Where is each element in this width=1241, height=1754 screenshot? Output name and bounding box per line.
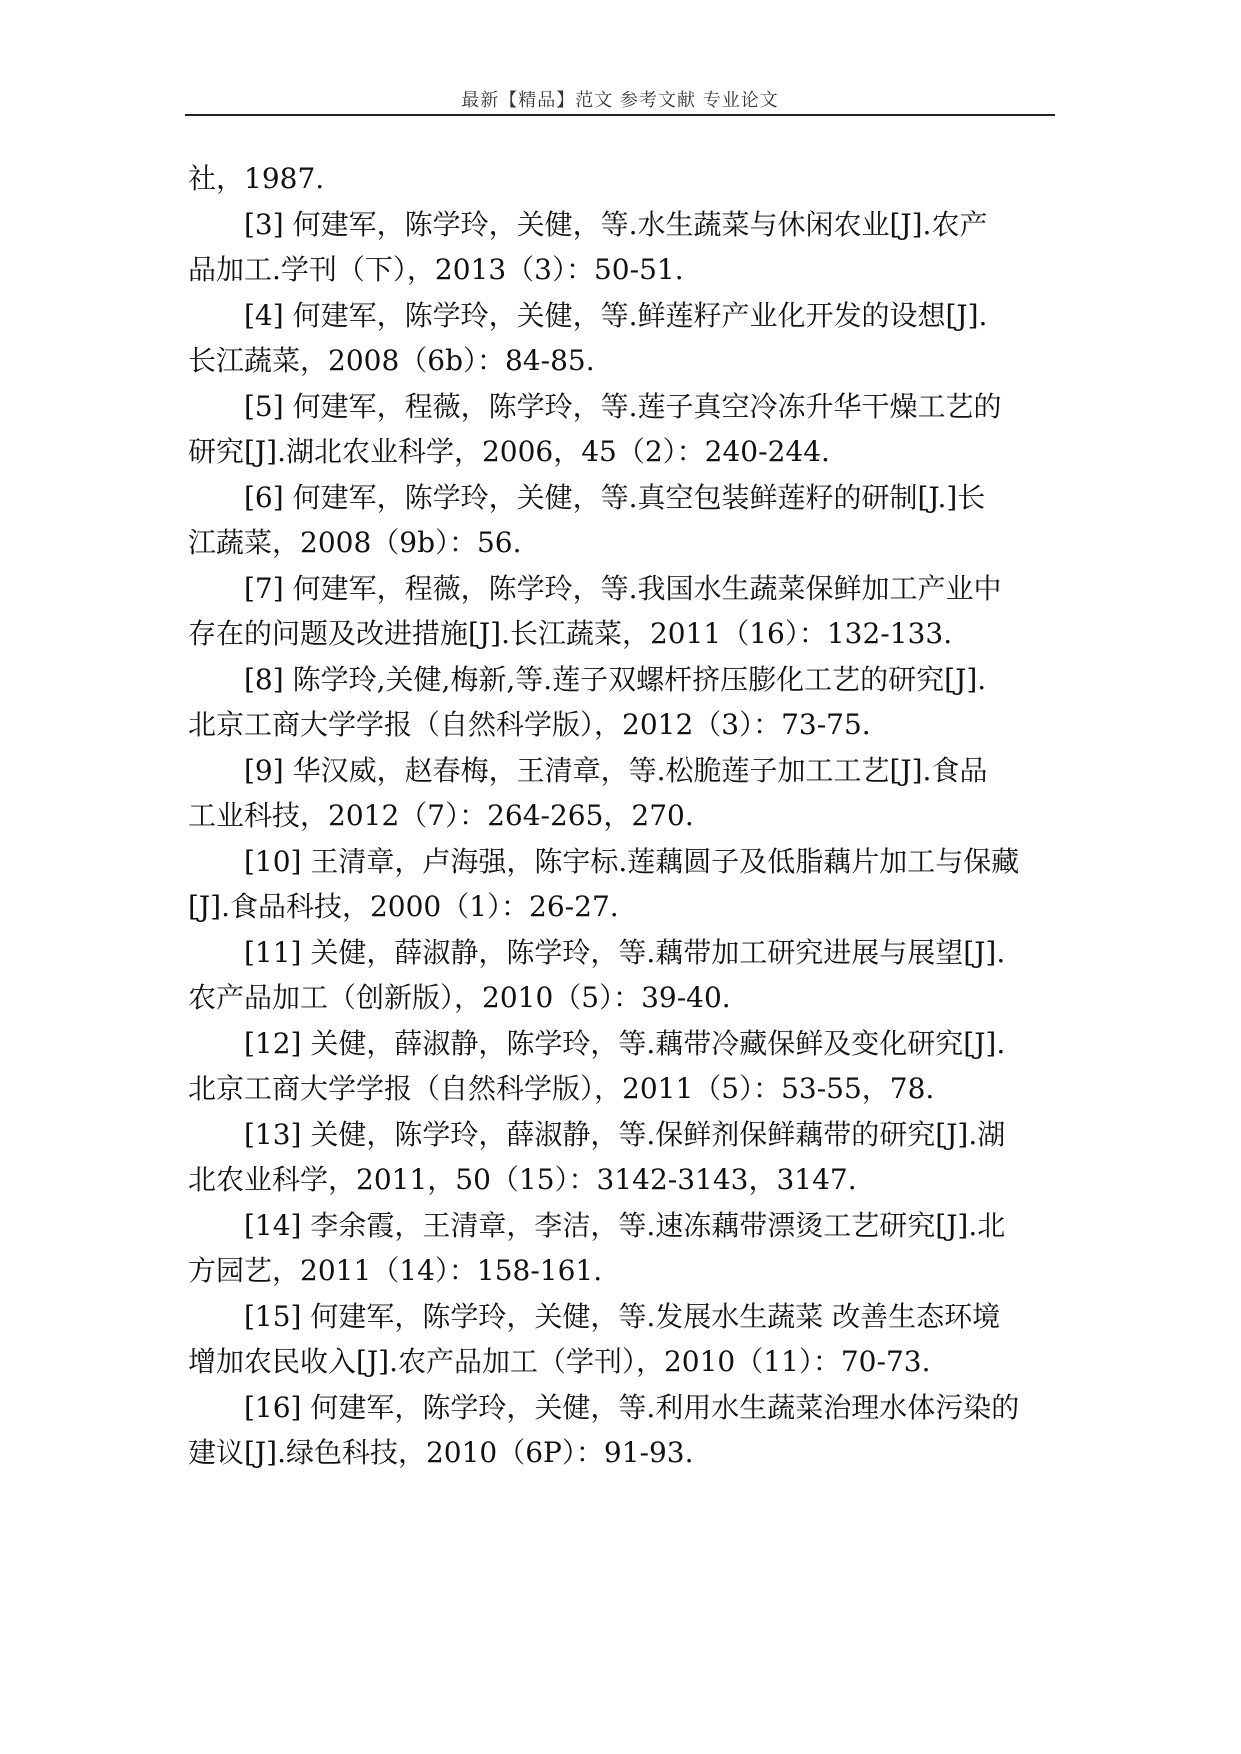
reference-line: [7] 何建军，程薇，陈学玲，等.我国水生蔬菜保鲜加工产业中 <box>244 571 1002 605</box>
reference-line: [3] 何建军，陈学玲，关健，等.水生蔬菜与休闲农业[J].农产 <box>244 207 988 241</box>
reference-line: [12] 关健，薛淑静，陈学玲，等.藕带冷藏保鲜及变化研究[J]. <box>244 1026 1006 1060</box>
reference-line: 长江蔬菜，2008（6b）：84-85. <box>188 344 595 377</box>
reference-line: 江蔬菜，2008（9b）：56. <box>188 526 522 559</box>
reference-line: [11] 关健，薛淑静，陈学玲，等.藕带加工研究进展与展望[J]. <box>244 935 1006 969</box>
reference-line: 建议[J].绿色科技，2010（6P）：91-93. <box>188 1436 694 1469</box>
reference-line: 社，1987. <box>188 162 325 195</box>
reference-line: [13] 关健，陈学玲，薛淑静，等.保鲜剂保鲜藕带的研究[J].湖 <box>244 1117 1006 1151</box>
reference-line: [4] 何建军，陈学玲，关健，等.鲜莲籽产业化开发的设想[J]. <box>244 298 988 332</box>
reference-line: [14] 李余霞，王清章，李洁，等.速冻藕带漂烫工艺研究[J].北 <box>244 1208 1006 1242</box>
reference-line: 品加工.学刊（下），2013（3）：50-51. <box>188 253 684 286</box>
reference-line: [9] 华汉威，赵春梅，王清章，等.松脆莲子加工工艺[J].食品 <box>244 753 988 787</box>
reference-line: 研究[J].湖北农业科学，2006，45（2）：240-244. <box>188 435 830 468</box>
reference-line: 存在的问题及改进措施[J].长江蔬菜，2011（16）：132-133. <box>188 617 953 650</box>
reference-line: 工业科技，2012（7）：264-265，270. <box>188 799 694 832</box>
page-header: 最新【精品】范文 参考文献 专业论文 <box>461 90 779 111</box>
reference-line: [15] 何建军，陈学玲，关健，等.发展水生蔬菜 改善生态环境 <box>244 1299 1001 1333</box>
reference-line: 农产品加工（创新版），2010（5）：39-40. <box>188 981 731 1014</box>
reference-list <box>188 156 1054 1476</box>
reference-line: [10] 王清章，卢海强，陈宇标.莲藕圆子及低脂藕片加工与保藏 <box>244 844 1020 878</box>
reference-line: [8] 陈学玲,关健,梅新,等.莲子双螺杆挤压膨化工艺的研究[J]. <box>244 662 987 696</box>
reference-line: [5] 何建军，程薇，陈学玲，等.莲子真空冷冻升华干燥工艺的 <box>244 389 1002 423</box>
reference-line: 北京工商大学学报（自然科学版），2012（3）：73-75. <box>188 708 871 741</box>
reference-line: [16] 何建军，陈学玲，关健，等.利用水生蔬菜治理水体污染的 <box>244 1390 1020 1424</box>
reference-line: 北农业科学，2011，50（15）：3142-3143，3147. <box>188 1163 857 1196</box>
header-rule <box>185 114 1055 116</box>
reference-line: 增加农民收入[J].农产品加工（学刊），2010（11）：70-73. <box>188 1345 931 1378</box>
reference-line: 北京工商大学学报（自然科学版），2011（5）：53-55，78. <box>188 1072 935 1105</box>
reference-line: 方园艺，2011（14）：158-161. <box>188 1254 603 1287</box>
reference-line: [6] 何建军，陈学玲，关健，等.真空包装鲜莲籽的研制[J.]长 <box>244 480 986 514</box>
reference-line: [J].食品科技，2000（1）：26-27. <box>188 890 619 923</box>
